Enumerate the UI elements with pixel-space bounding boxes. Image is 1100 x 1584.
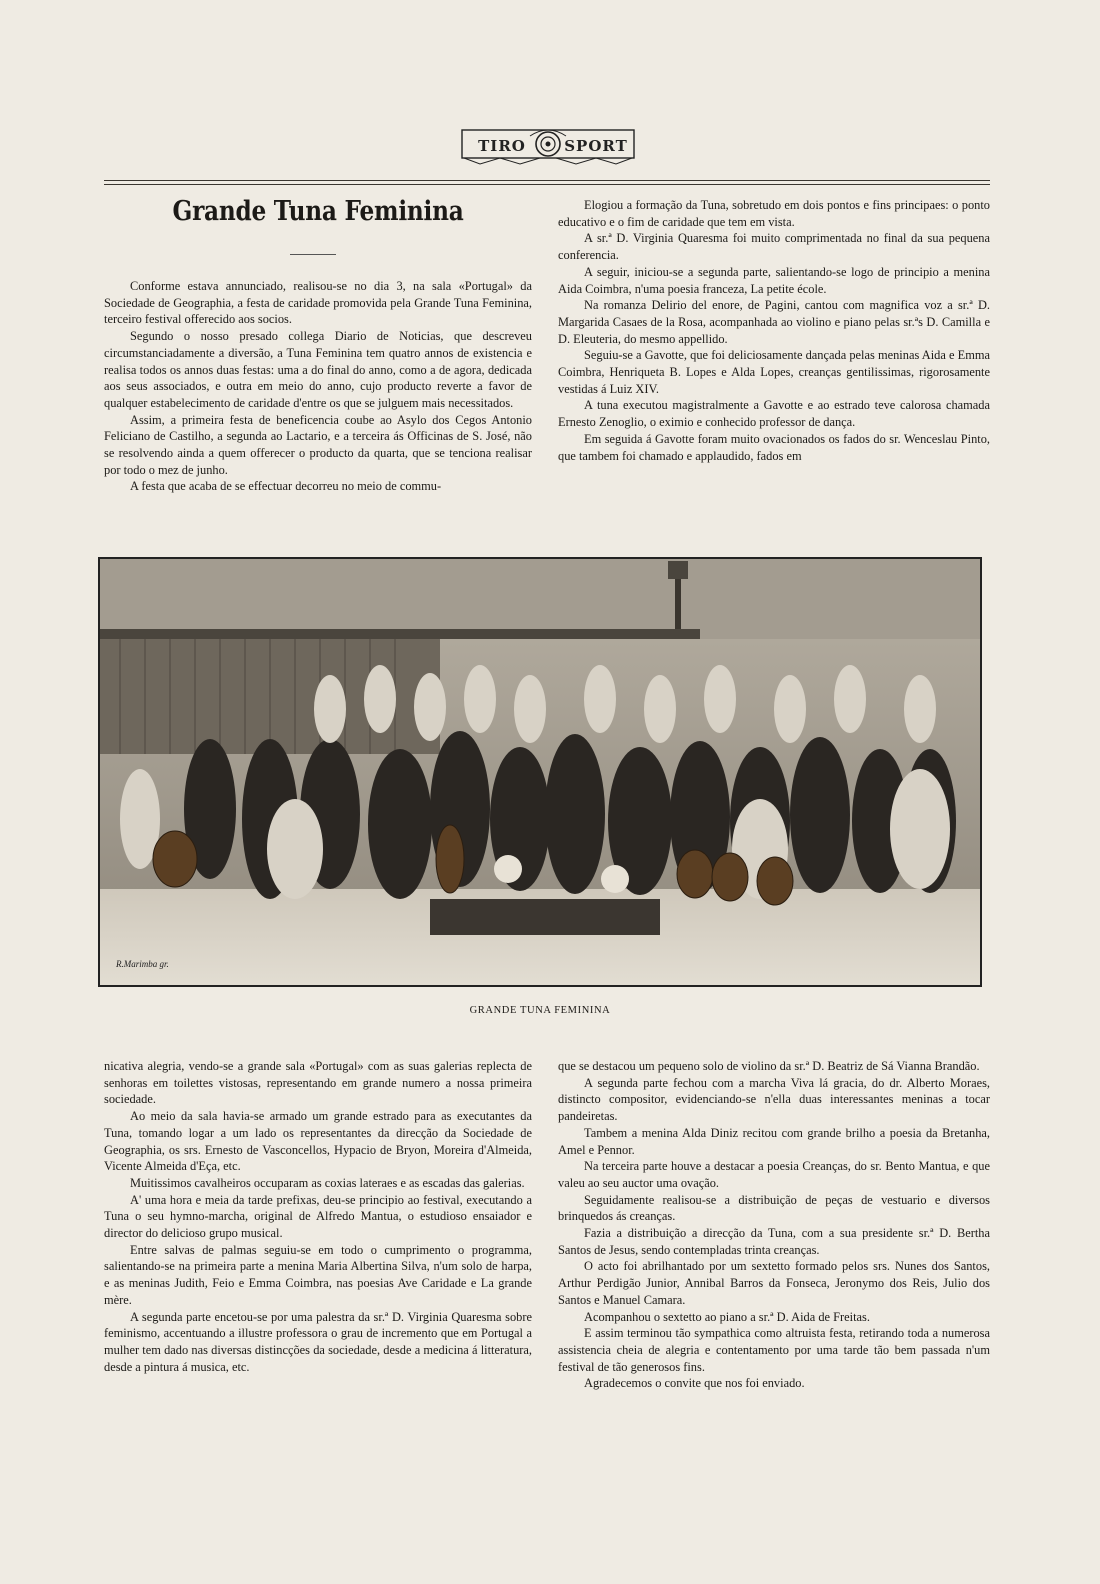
group-photograph <box>98 557 982 987</box>
paragraph: A festa que acaba de se effectuar decorreu no meio de commu- <box>130 479 442 494</box>
paragraph: A segunda parte fechou com a marcha Viva lá gracia, do dr. Alberto Moraes, distincto compositor, evidenciando-se n'ella duas interessantes meninas a tocar pandeiretas. <box>558 1075 990 1124</box>
paragraph: Na romanza Delirio del enore, de Pagini, cantou com magnifica voz a sr.ª D. Margarida Casaes de la Rosa, acompanhada ao violino e piano pelas sr.ªs D. Camilla e D. Eleuteria, do mesmo appellido. <box>558 298 990 346</box>
paragraph: Acompanhou o sextetto ao piano a sr.ª D. Aida de Freitas. <box>584 1309 870 1324</box>
paragraph: A sr.ª D. Virginia Quaresma foi muito comprimentada no final da sua pequena conferencia. <box>558 231 990 263</box>
paragraph: A' uma hora e meia da tarde prefixas, deu-se principio ao festival, executando a Tuna o seu hymno-marcha, original de Alfredo Mantua, o estudioso ensaiador e director do delicioso grupo musical. <box>104 1192 532 1241</box>
paragraph: que se destacou um pequeno solo de violino da sr.ª D. Beatriz de Sá Vianna Brandão. <box>558 1059 980 1073</box>
masthead-logo <box>460 122 636 168</box>
group-photo-image <box>100 559 980 985</box>
header-rule <box>104 180 990 181</box>
masthead-emblem-icon <box>460 122 636 168</box>
paragraph: Muitissimos cavalheiros occuparam as coxias lateraes e as escadas das galerias. <box>130 1175 525 1190</box>
title-divider <box>290 254 336 255</box>
paragraph: Segundo o nosso presado collega Diario de Noticias, que descreveu circumstanciadamente a diversão, a Tuna Feminina tem quatro annos de existencia e realisa todos os annos duas festas: uma a do final do anno, como a de agora, dedicada aos seus associados, e outra em meio do anno, cujo producto reverte a favor de qualquer estabelecimento de caridade d'entre os que se julguem mais necessitados. <box>104 329 532 410</box>
paragraph: Tambem a menina Alda Diniz recitou com grande brilho a poesia da Bretanha, Amel e Pennor. <box>558 1125 990 1157</box>
column-bottom-right <box>558 1058 990 1392</box>
paragraph: A seguir, iniciou-se a segunda parte, salientando-se logo de principio a menina Aida Coimbra, n'uma poesia franceza, La petite école. <box>558 264 990 296</box>
paragraph: Assim, a primeira festa de beneficencia coube ao Asylo dos Cegos Antonio Feliciano de Castilho, a segunda ao Lactario, e a terceira ás Officinas de S. José, não se resolvendo ainda a quem offerecer o producto da quarta, que se tenciona realisar por todo o mez de junho. <box>104 412 532 477</box>
paragraph: Fazia a distribuição a direcção da Tuna, com a sua presidente sr.ª D. Bertha Santos de Jesus, sendo contempladas trinta creanças. <box>558 1226 990 1257</box>
photo-caption: GRANDE TUNA FEMININA <box>469 1005 611 1016</box>
paragraph: A segunda parte encetou-se por uma palestra da sr.ª D. Virginia Quaresma sobre feminismo, accentuando a illustre professora o grau de incremento que em Portugal a mulher tem dado nas diversas distincções da sociedade, desde a medicina á litteratura, desde a pintura á musica, etc. <box>104 1309 532 1374</box>
paragraph: Na terceira parte houve a destacar a poesia Creanças, do sr. Bento Mantua, e que valeu ao seu auctor uma ovação. <box>558 1159 990 1190</box>
paragraph: nicativa alegria, vendo-se a grande sala «Portugal» com as suas galerias replecta de senhoras em toilettes vistosas, representando em grande numero a nossa primeira sociedade. <box>104 1059 532 1107</box>
svg-text:SPORT: SPORT <box>564 137 628 155</box>
paragraph: Seguidamente realisou-se a distribuição de peças de vestuario e diversos brinquedos ás creanças. <box>558 1192 990 1224</box>
article-title: Grande Tuna Feminina <box>172 196 464 227</box>
paragraph: Em seguida á Gavotte foram muito ovacionados os fados do sr. Wenceslau Pinto, que tambem foi chamado e applaudido, fados em <box>558 431 990 463</box>
svg-text:TIRO: TIRO <box>478 137 526 155</box>
paragraph: E assim terminou tão sympathica como altruista festa, retirando toda a numerosa assistencia cheia de alegria e contentamento por uma tarde tão bem passada n'um festival de tão generosos fins. <box>558 1326 990 1374</box>
column-top-right <box>558 197 990 464</box>
paragraph: O acto foi abrilhantado por um sextetto formado pelos srs. Nunes dos Santos, Arthur Perdigão Junior, Annibal Barros da Fonseca, Jeronymo dos Reis, Julio dos Santos e Manuel Camara. <box>558 1259 990 1307</box>
header-rule <box>104 184 990 185</box>
photo-signature: R.Marimba gr. <box>116 959 169 969</box>
paragraph: Conforme estava annunciado, realisou-se no dia 3, na sala «Portugal» da Sociedade de Geographia, a festa de caridade promovida pela Grande Tuna Feminina, terceiro festival offerecido aos socios. <box>104 279 532 327</box>
column-top-left <box>104 278 532 495</box>
paragraph: Seguiu-se a Gavotte, que foi deliciosamente dançada pelas meninas Aida e Emma Coimbra, Henriqueta B. Lopes e Alda Lopes, creanças gentilissimas, rigorosamente vestidas á Luiz XIV. <box>558 348 990 396</box>
paragraph: A tuna executou magistralmente a Gavotte e ao estrado teve calorosa chamada Ernesto Zenoglio, o eximio e conhecido professor de dança. <box>558 398 990 430</box>
paragraph: Entre salvas de palmas seguiu-se em todo o cumprimento o programma, salientando-se na primeira parte a menina Maria Albertina Silva, n'um solo de harpa, e as meninas Judith, Feio e Emma Coimbra, nas poesias Ave Caridade e La grande mère. <box>104 1242 532 1307</box>
paragraph: Agradecemos o convite que nos foi enviado. <box>584 1376 805 1391</box>
column-bottom-left <box>104 1058 532 1375</box>
paragraph: Elogiou a formação da Tuna, sobretudo em dois pontos e fins principaes: o ponto educativo e o fim de caridade que tem em vista. <box>558 198 990 229</box>
paragraph: Ao meio da sala havia-se armado um grande estrado para as executantes da Tuna, tomando logar a um lado os representantes da direcção da Sociedade de Geographia, os srs. Ernesto de Vasconcellos, Hypacio de Bryon, Moreira d'Almeida, Vicente Almeida d'Eça, etc. <box>104 1109 532 1174</box>
